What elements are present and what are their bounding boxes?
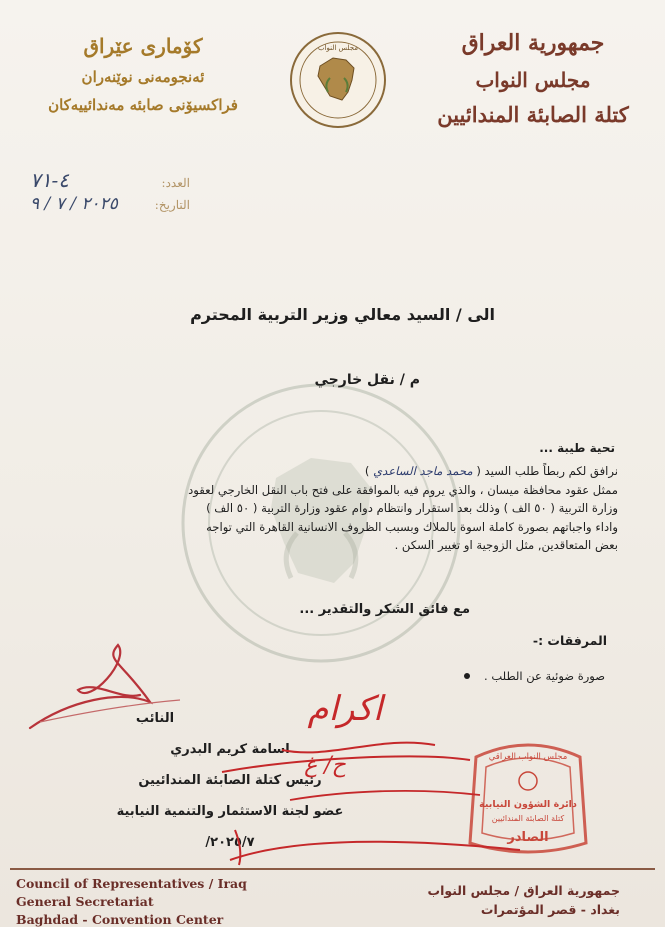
signatory-name: اسامة كريم البدري	[170, 742, 290, 757]
attachments-label: المرفقات :-	[532, 633, 607, 648]
signature-block	[60, 703, 400, 858]
footer-divider	[10, 868, 655, 870]
handwritten-note: اكرام	[307, 689, 383, 729]
subject: م / نقل خارجي	[314, 372, 420, 388]
footer-ar-line-1: جمهورية العراق / مجلس النواب	[427, 883, 620, 898]
header-kurdish	[28, 34, 258, 114]
header-bloc: كتلة الصابئة المندائيين	[437, 102, 629, 127]
greeting: تحية طيبة ...	[539, 441, 615, 455]
footer-en-line-3: Baghdad - Convention Center	[16, 912, 224, 927]
number-value: ٤-٧١	[30, 168, 69, 192]
reference-block	[30, 168, 190, 220]
handwritten-name: محمد ماجد الساعدي	[373, 464, 473, 478]
footer-arabic	[428, 881, 620, 919]
header-kurdish-republic: كۆماری عێراق	[83, 34, 203, 58]
paragraph-line-2: ممثل عقود محافظة ميسان ، والذي يروم فيه بالموافقة على فتح باب النقل الخارجي لعقود	[188, 482, 618, 497]
number-label: العدد:	[161, 176, 190, 190]
letter-paragraph	[38, 462, 618, 555]
signature-date: ٢٠٢٥/٧/	[205, 835, 255, 850]
signatory-title: النائب	[135, 711, 175, 726]
paragraph-line-3: وزارة التربية ( ٥٠ الف ) وذلك بعد استقرار وانتظام دوام عقود وزارة التربية ( ٥٠ الف )	[206, 501, 618, 515]
header-parliament: مجلس النواب	[475, 68, 591, 92]
header-republic: جمهورية العراق	[461, 30, 605, 56]
paragraph-line-4: واداء واجباتهم بصورة كاملة اسوة بالملاك وبسبب الظروف الانسانية القاهرة التي تواجه	[206, 519, 618, 534]
parliament-emblem-icon	[288, 30, 388, 130]
official-stamp-icon	[462, 735, 594, 861]
paragraph-line-1	[38, 462, 618, 481]
attachment-item	[464, 669, 605, 683]
footer-english	[16, 875, 247, 927]
date-label: التاريخ:	[154, 198, 190, 212]
stamp-line-4: الصادر	[507, 830, 549, 845]
attachment-text: صورة ضوئية عن الطلب .	[484, 669, 605, 683]
logo-caption: مجلس النواب	[317, 44, 359, 52]
date-value: ٢٠٢٥ / ٧ / ٩	[30, 194, 118, 214]
stamp-line-2: دائرة الشؤون النيابية	[479, 799, 577, 810]
header-kurdish-parliament: ئەنجومەنی نوێنەران	[81, 68, 205, 86]
footer-en-line-2: General Secretariat	[16, 894, 154, 909]
closing: مع فائق الشكر والتقدير ...	[299, 602, 470, 617]
line1-start: نرافق لكم ربطاً طلب السيد (	[476, 464, 618, 478]
line1-end: )	[364, 464, 370, 478]
stamp-line-3: كتلة الصابئة المندائيين	[491, 814, 565, 823]
addressee: الى / السيد معالي وزير التربية المحترم	[190, 305, 495, 324]
signatory-role-1: رئيس كتلة الصابئة المندائيين	[138, 773, 322, 788]
bullet-icon	[464, 673, 470, 679]
header-kurdish-bloc: فراکسیۆنی صابئە مەندائییەکان	[48, 96, 238, 114]
header-arabic	[423, 30, 643, 127]
paragraph-line-5: بعض المتعاقدين, مثل الزوجية او تغيير السكن .	[394, 538, 618, 552]
handwritten-initials: ح/ غ	[304, 753, 346, 778]
stamp-line-1: مجلس النواب العراقي	[488, 752, 568, 762]
footer-ar-line-2: بغداد - قصر المؤتمرات	[480, 902, 620, 917]
footer-en-line-1: Council of Representatives / Iraq	[16, 876, 247, 891]
signatory-role-2: عضو لجنة الاستثمار والتنمية النيابية	[116, 804, 344, 819]
